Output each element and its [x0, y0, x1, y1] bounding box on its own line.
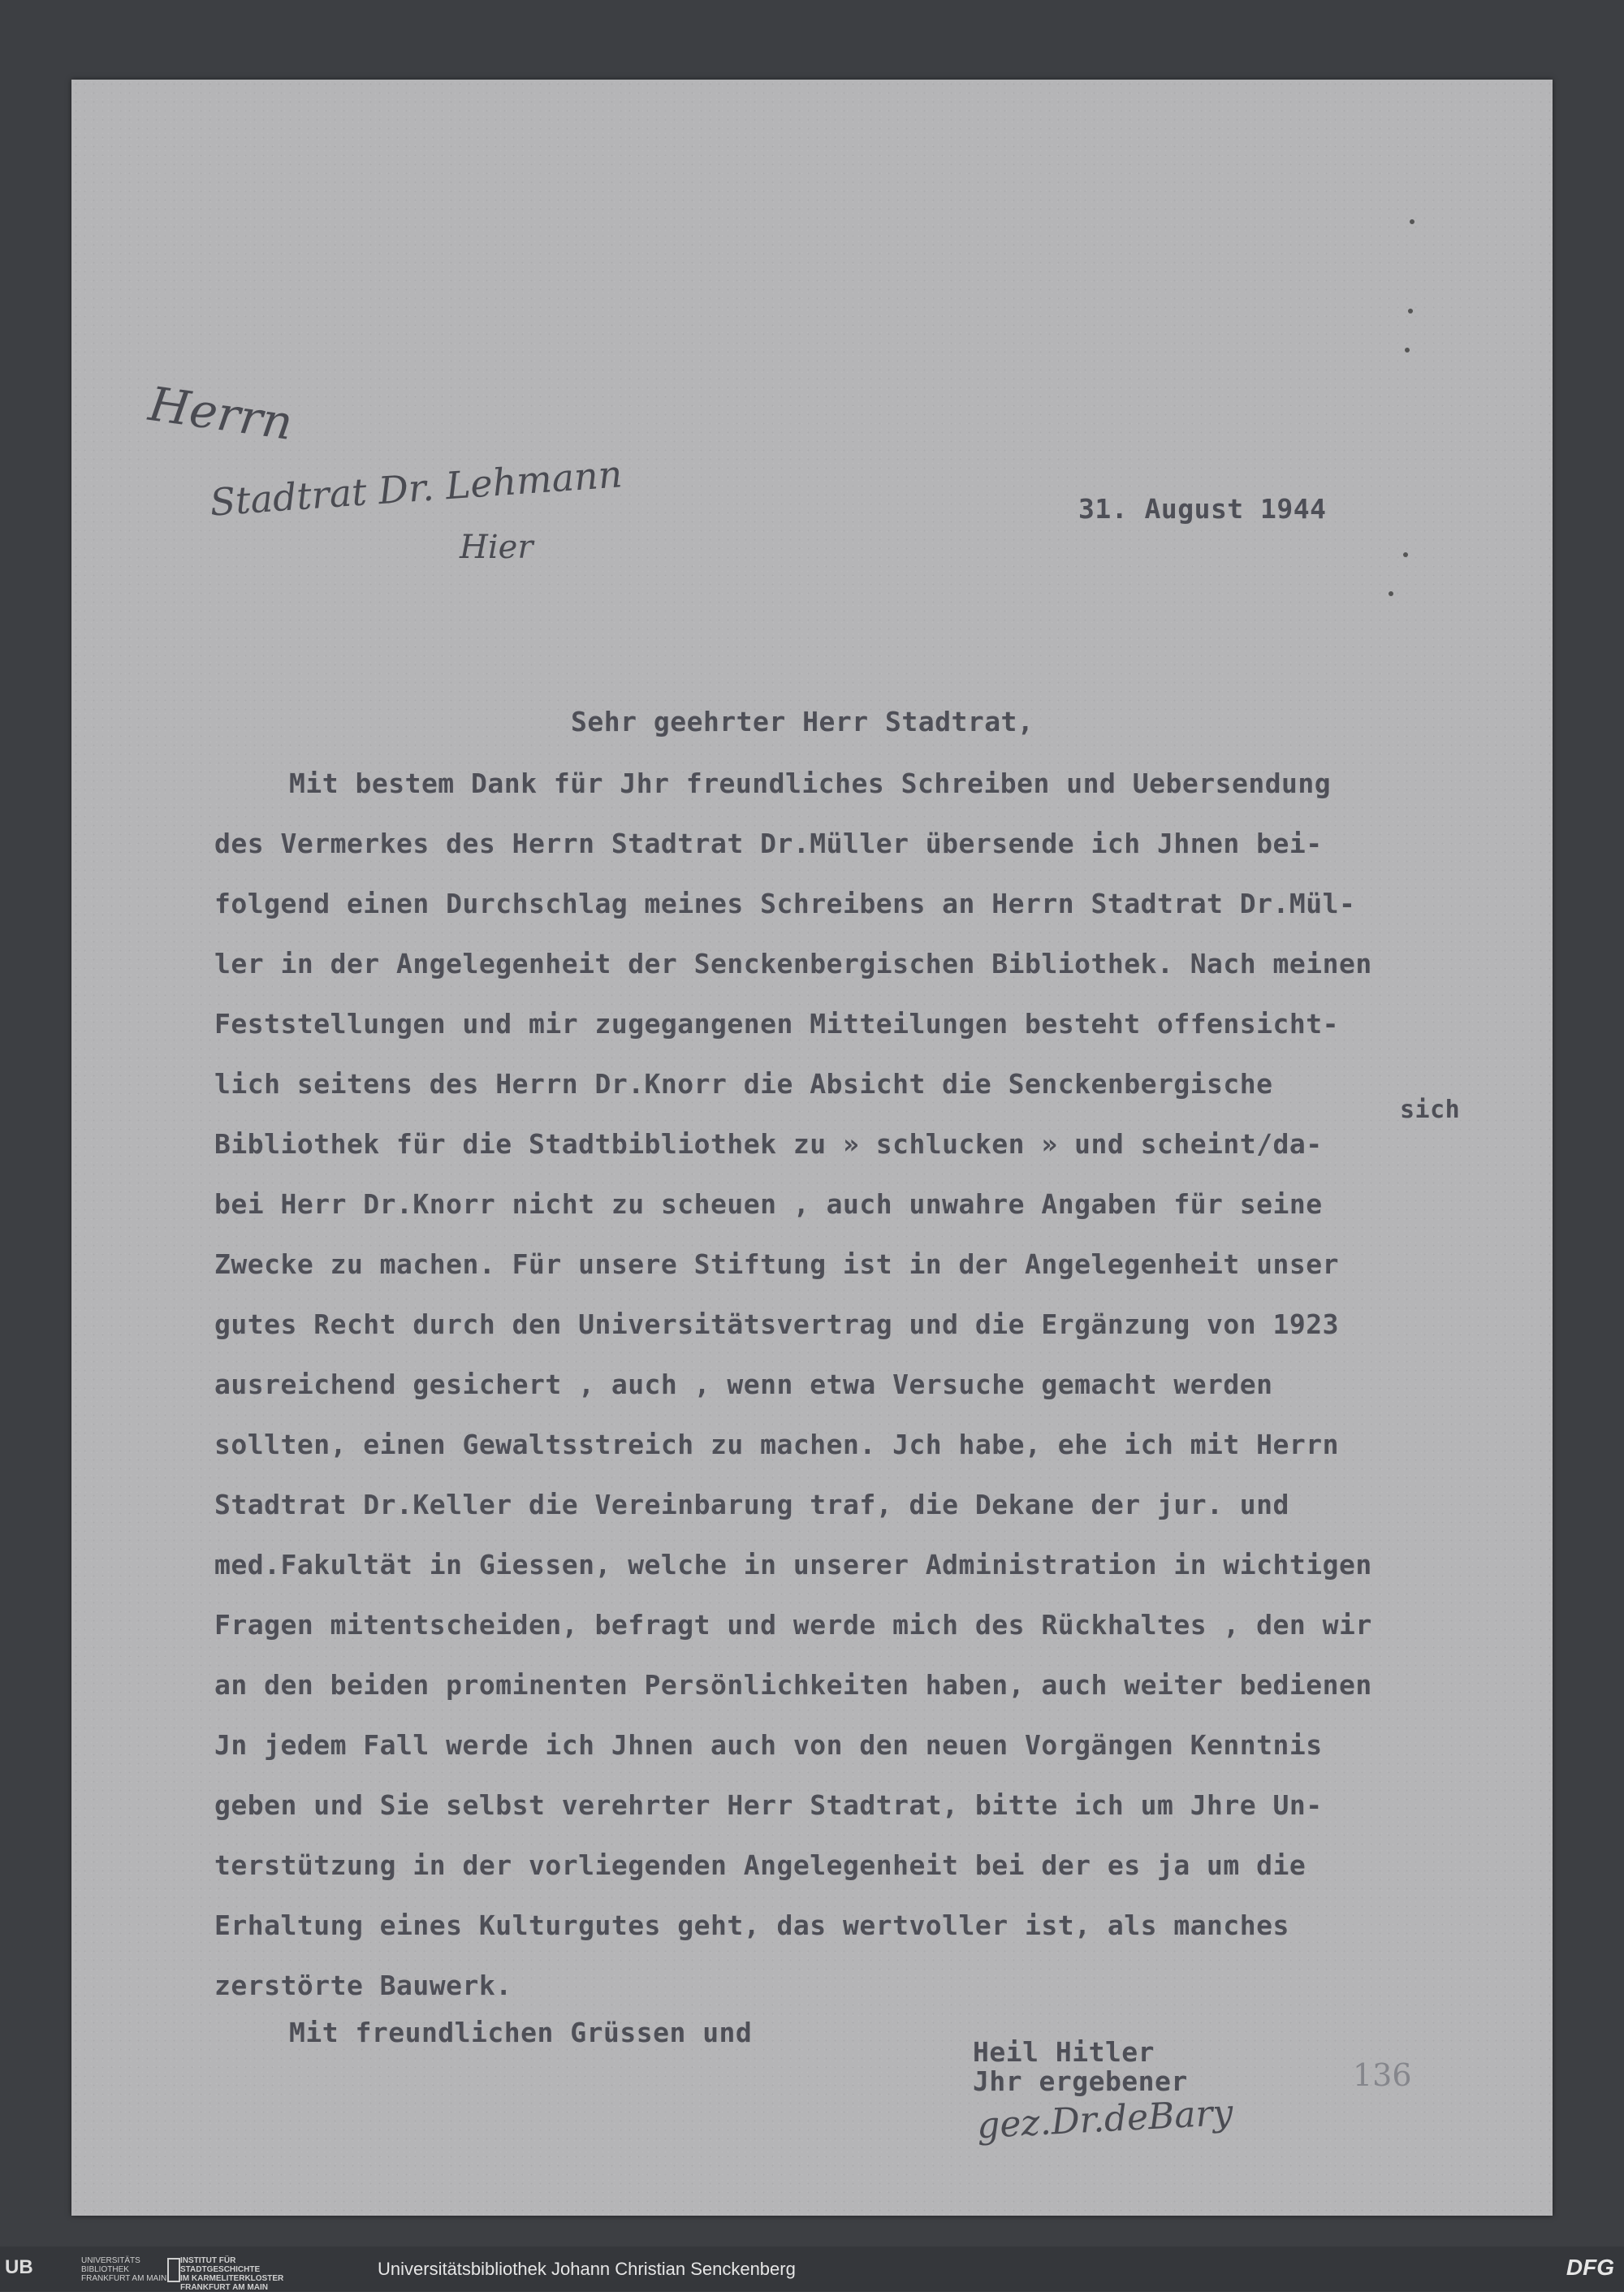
- closing-line: Mit freundlichen Grüssen und: [289, 2017, 753, 2048]
- body-line: zerstörte Bauwerk.: [214, 1970, 512, 2001]
- paper-speck: [1389, 591, 1393, 596]
- signature: gez.Dr.deBary: [975, 2091, 1234, 2147]
- ub-logo: UB: [5, 2256, 33, 2278]
- body-line: geben und Sie selbst verehrter Herr Stadtrat, bitte ich um Jhre Un-: [214, 1789, 1323, 1821]
- body-line: an den beiden prominenten Persönlichkeiten haben, auch weiter bedienen: [214, 1669, 1372, 1701]
- body-line: Zwecke zu machen. Für unsere Stiftung ist in der Angelegenheit unser: [214, 1248, 1340, 1280]
- handwritten-address-line1: Herrn: [145, 375, 296, 452]
- body-line: bei Herr Dr.Knorr nicht zu scheuen , auch unwahre Angaben für seine: [214, 1188, 1323, 1220]
- body-line: Feststellungen und mir zugegangenen Mitteilungen besteht offensicht-: [214, 1008, 1340, 1040]
- ub-logo-text: UNIVERSITÄTS BIBLIOTHEK FRANKFURT AM MAIN: [81, 2256, 167, 2283]
- body-line: ler in der Angelegenheit der Senckenbergischen Bibliothek. Nach meinen: [214, 948, 1372, 980]
- isg-logo-text: INSTITUT FÜR STADTGESCHICHTE IM KARMELITERKLOSTER FRANKFURT AM MAIN: [180, 2256, 284, 2292]
- paper-speck: [1408, 309, 1413, 314]
- insertion-word: sich: [1400, 1096, 1461, 1124]
- body-line: Bibliothek für die Stadtbibliothek zu » schlucken » und scheint/da-: [214, 1128, 1323, 1160]
- body-line: Jn jedem Fall werde ich Jhnen auch von den neuen Vorgängen Kenntnis: [214, 1729, 1323, 1761]
- body-line: Mit bestem Dank für Jhr freundliches Schreiben und Uebersendung: [289, 768, 1332, 799]
- body-line: gutes Recht durch den Universitätsvertrag und die Ergänzung von 1923: [214, 1308, 1340, 1340]
- isg-logo-icon: [167, 2258, 180, 2282]
- body-line: med.Fakultät in Giessen, welche in unserer Administration in wichtigen: [214, 1549, 1372, 1581]
- body-line: sollten, einen Gewaltsstreich zu machen. Jch habe, ehe ich mit Herrn: [214, 1429, 1340, 1460]
- heil-line: Heil Hitler: [973, 2036, 1155, 2068]
- paper-speck: [1405, 348, 1410, 352]
- body-line: Stadtrat Dr.Keller die Vereinbarung traf, die Dekane der jur. und: [214, 1489, 1289, 1520]
- letter-page: [71, 80, 1553, 2216]
- viewer-footer: [0, 2247, 1624, 2291]
- handwritten-address-line3: Hier: [460, 529, 533, 566]
- body-line: terstützung in der vorliegenden Angelegenheit bei der es ja um die: [214, 1849, 1307, 1881]
- body-line: lich seitens des Herrn Dr.Knorr die Absicht die Senckenbergische: [214, 1068, 1273, 1100]
- body-line: folgend einen Durchschlag meines Schreibens an Herrn Stadtrat Dr.Mül-: [214, 888, 1356, 919]
- body-line: Fragen mitentscheiden, befragt und werde mich des Rückhaltes , den wir: [214, 1609, 1372, 1641]
- body-line: des Vermerkes des Herrn Stadtrat Dr.Müller übersende ich Jhnen bei-: [214, 828, 1323, 859]
- body-line: ausreichend gesichert , auch , wenn etwa Versuche gemacht werden: [214, 1369, 1273, 1400]
- dfg-logo: DFG: [1566, 2255, 1614, 2280]
- body-line: Erhaltung eines Kulturgutes geht, das wertvoller ist, als manches: [214, 1909, 1289, 1941]
- paper-speck: [1403, 552, 1408, 557]
- footer-library-name: Universitätsbibliothek Johann Christian Senckenberg: [378, 2259, 796, 2279]
- letter-date: 31. August 1944: [1078, 493, 1327, 525]
- salutation: Sehr geehrter Herr Stadtrat,: [571, 706, 1034, 737]
- ergebener-line: Jhr ergebener: [973, 2065, 1188, 2097]
- archive-number: 136: [1353, 2057, 1412, 2093]
- handwritten-address-line2: Stadtrat Dr. Lehmann: [208, 452, 624, 525]
- paper-speck: [1410, 219, 1415, 224]
